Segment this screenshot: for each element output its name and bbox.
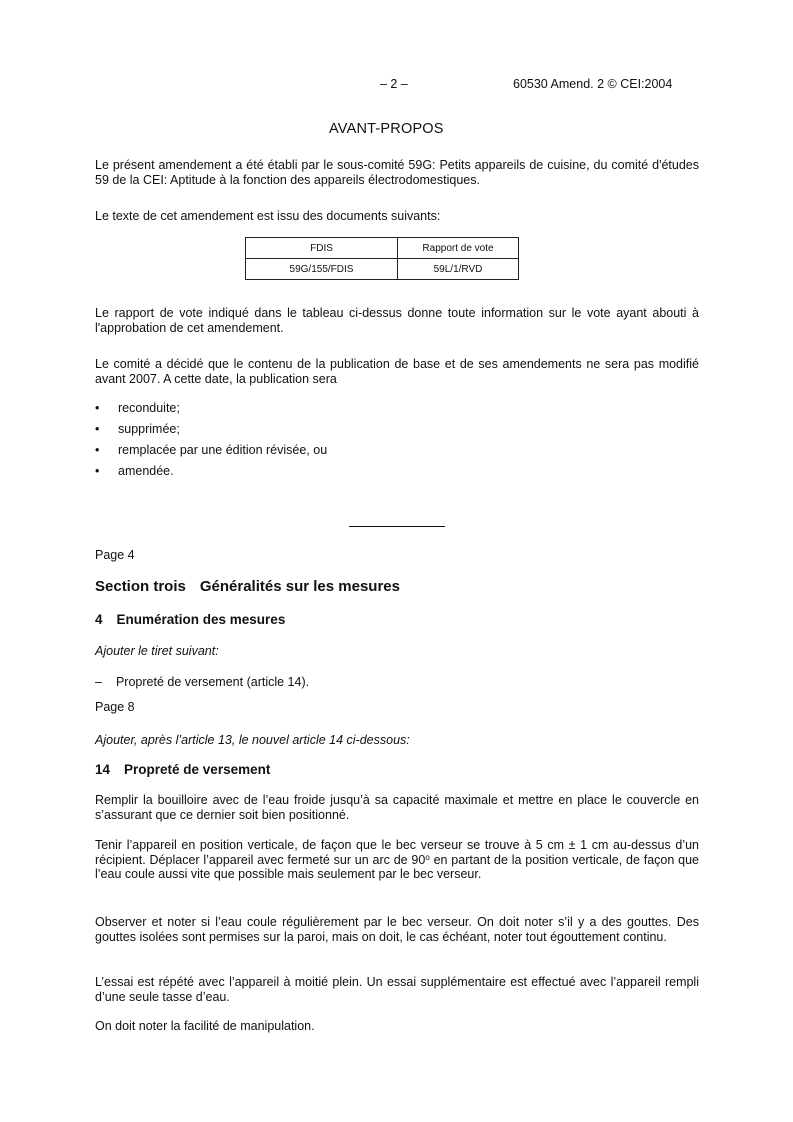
documents-table: [245, 237, 519, 280]
paragraph-text: en partant de la position verticale, de façon que l’eau coule aussi vite que possible mais seulement par le bec verseur.: [95, 852, 699, 881]
section-title: Généralités sur les mesures: [199, 578, 400, 595]
degree-superscript: o: [425, 852, 430, 862]
bullet-icon: •: [95, 422, 100, 436]
table-cell: 59L/1/RVD: [398, 259, 519, 280]
list-item-text: amendée.: [118, 464, 174, 478]
clause-title: Propreté de versement: [124, 762, 271, 777]
bullet-icon: •: [95, 443, 100, 457]
clause-number: 4: [95, 612, 103, 627]
list-item-text: remplacée par une édition révisée, ou: [118, 443, 328, 457]
paragraph-text: Tenir l’appareil en position verticale, de façon que le bec verseur se trouve à 5 cm ± 1 cm au-dessus d’un récipient. Déplacer l’appareil avec fermeté sur un arc de 90: [95, 838, 699, 867]
page-number: – 2 –: [380, 77, 408, 91]
list-item: [95, 398, 327, 419]
page-reference-8: Page 8: [95, 700, 135, 714]
dash-item: [95, 675, 309, 690]
clause-number: 14: [95, 762, 111, 777]
bullet-list: [95, 398, 327, 482]
document-reference: 60530 Amend. 2 © CEI:2004: [513, 77, 673, 91]
dash-item-text: Propreté de versement (article 14).: [115, 675, 310, 689]
foreword-title: AVANT-PROPOS: [329, 121, 444, 137]
foreword-paragraph-3: Le rapport de vote indiqué dans le tableau ci-dessus donne toute information sur le vote ayant abouti à l'approbation de cet amendement.: [95, 306, 699, 335]
list-item: [95, 440, 327, 461]
bullet-icon: •: [95, 401, 100, 415]
clause-title: Enumération des mesures: [116, 612, 286, 627]
clause-14-paragraph-1: Remplir la bouilloire avec de l’eau froide jusqu’à sa capacité maximale et mettre en place le couvercle en s’assurant que ce dernier soit bien positionné.: [95, 793, 699, 822]
table-cell: 59G/155/FDIS: [246, 259, 398, 280]
page-reference-4: Page 4: [95, 548, 135, 562]
table-header-row: [246, 238, 519, 259]
clause-14-paragraph-4: L’essai est répété avec l’appareil à moitié plein. Un essai supplémentaire est effectué avec l’appareil rempli d’une seule tasse d’eau.: [95, 975, 699, 1004]
list-item: [95, 419, 327, 440]
list-item-text: reconduite;: [118, 401, 180, 415]
clause-14-paragraph-3: Observer et noter si l’eau coule régulièrement par le bec verseur. On doit noter s’il y a des gouttes. Des gouttes isolées sont permises sur la paroi, mais on doit, le cas échéant, noter tout égouttement continu.: [95, 915, 699, 944]
section-label: Section trois: [95, 578, 186, 595]
table-header-cell: FDIS: [246, 238, 398, 259]
clause-14-paragraph-2: [95, 838, 699, 882]
separator-rule: [349, 526, 445, 527]
table-row: [246, 259, 519, 280]
list-item: [95, 461, 327, 482]
foreword-paragraph-2: Le texte de cet amendement est issu des documents suivants:: [95, 209, 441, 223]
table-header-cell: Rapport de vote: [398, 238, 519, 259]
clause-14-heading: [95, 762, 270, 777]
instruction-add-dash: Ajouter le tiret suivant:: [95, 644, 219, 658]
foreword-paragraph-1: Le présent amendement a été établi par le sous-comité 59G: Petits appareils de cuisine, du comité d'études 59 de la CEI: Aptitude à la fonction des appareils électrodomestiques.: [95, 158, 699, 187]
foreword-paragraph-4: Le comité a décidé que le contenu de la publication de base et de ses amendements ne sera pas modifié avant 2007. A cette date, la publication sera: [95, 357, 699, 386]
section-heading: [95, 578, 400, 595]
clause-4-heading: [95, 612, 285, 627]
bullet-icon: •: [95, 464, 100, 478]
dash-icon: –: [95, 675, 102, 689]
instruction-add-article: Ajouter, après l’article 13, le nouvel article 14 ci-dessous:: [95, 733, 410, 747]
clause-14-paragraph-5: On doit noter la facilité de manipulation.: [95, 1019, 315, 1033]
list-item-text: supprimée;: [118, 422, 180, 436]
